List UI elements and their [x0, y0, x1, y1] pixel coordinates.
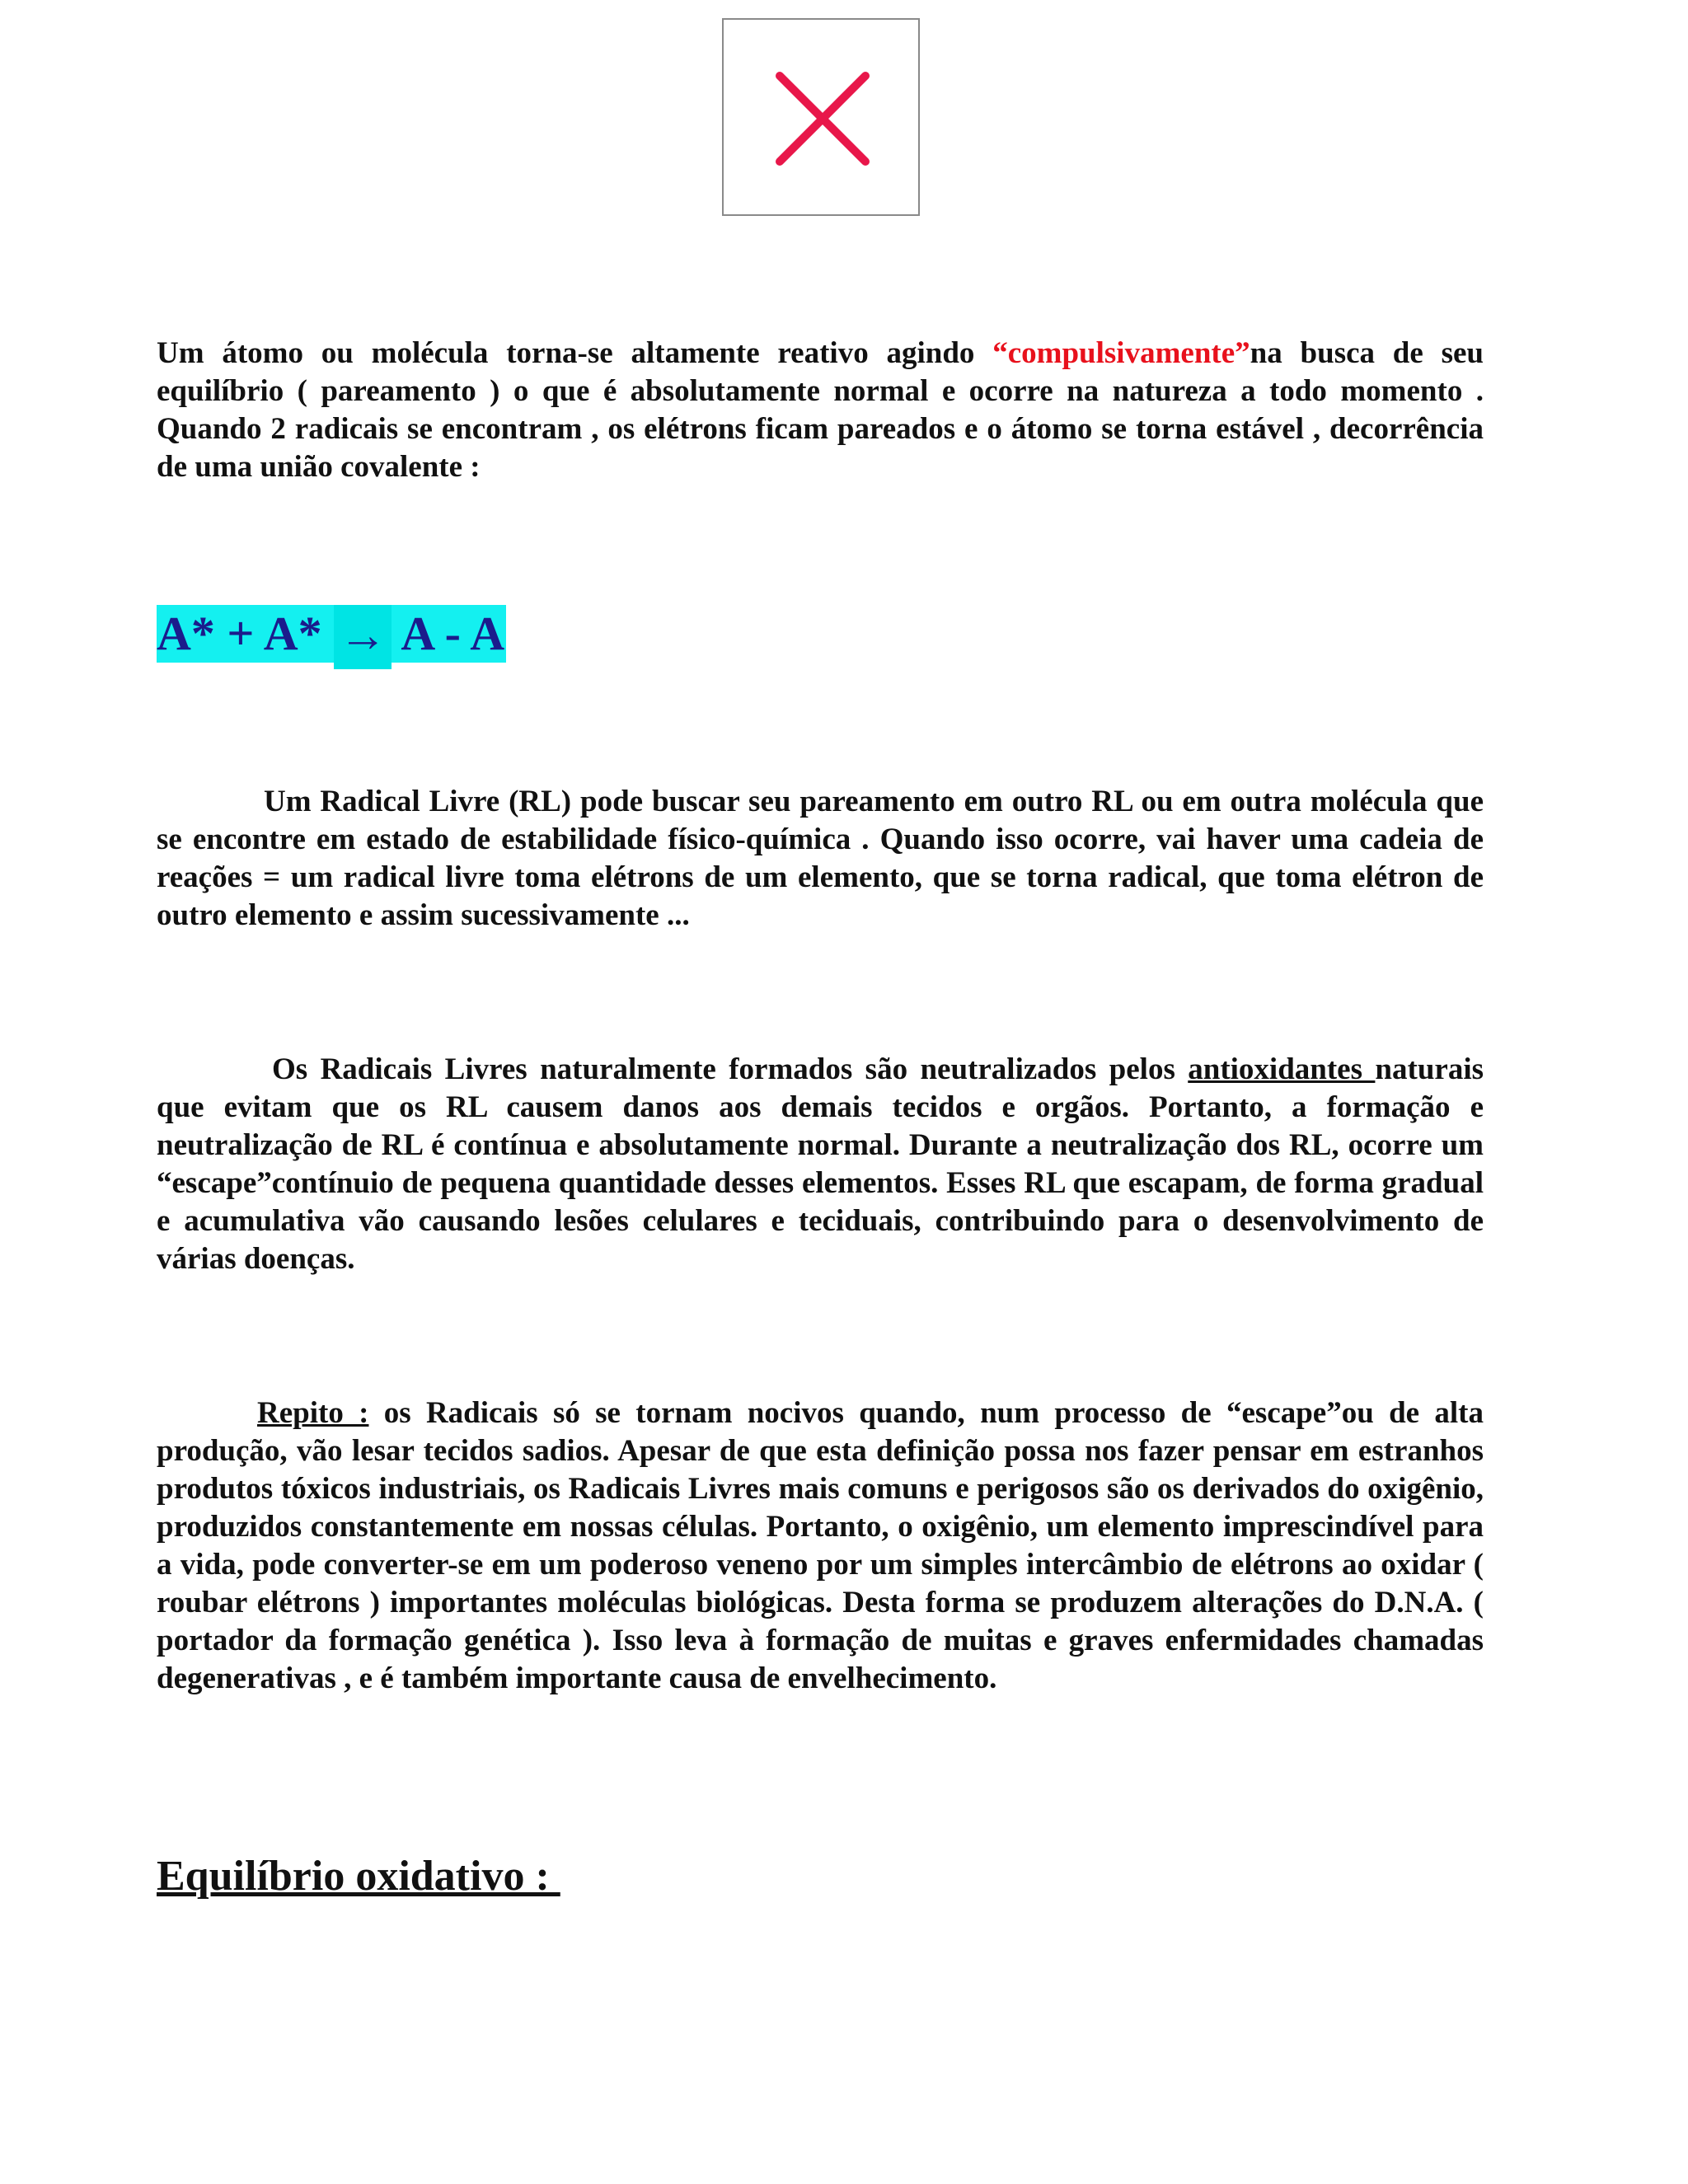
paragraph-chain-reaction: Um Radical Livre (RL) pode buscar seu pareamento em outro RL ou em outra molécula que se encontre em estado de estabilidade físico-química . Quando isso ocorre, vai haver uma cadeia de reações = um radical livre toma elétrons de um elemento, que se torna radical, que toma elétron de outro elemento e assim sucessivamente ... [157, 785, 1484, 932]
highlight-compulsivamente: compulsivamente [1007, 336, 1236, 370]
paragraph1-text-end: na busca de seu equilíbrio ( pareamento ) o que é absolutamente normal e ocorre na natureza a todo momento . Quando 2 radicais se encontram , os elétrons ficam pareados e o átomo se torna estável , decorrência de uma união covalente : [157, 336, 1484, 484]
quote-open: “ [992, 336, 1008, 370]
underlined-antioxidantes: antioxidantes [1188, 1052, 1376, 1086]
paragraph-antioxidants [157, 1051, 1484, 1278]
formula-arrow: → [334, 605, 392, 669]
covalent-union-formula [157, 605, 506, 663]
paragraph4-text: os Radicais só se tornam nocivos quando, num processo de “escape”ou de alta produção, vão lesar tecidos sadios. Apesar de que esta definição possa nos fazer pensar em estranhos produtos tóxicos industriais, os Radicais Livres mais comuns e perigosos são os derivados do oxigênio, produzidos constantemente em nossas células. Portanto, o oxigênio, um elemento imprescindível para a vida, pode converter-se em um poderoso veneno por um simples intercâmbio de elétrons ao oxidar ( roubar elétrons ) importantes moléculas biológicas. Desta forma se produzem alterações do D.N.A. ( portador da formação genética ). Isso leva à formação de muitas e graves enfermidades chamadas degenerativas , e é também importante causa de envelhecimento. [157, 1396, 1484, 1695]
formula-product: A - A [392, 607, 505, 660]
paragraph3-text-end: naturais que evitam que os RL causem danos aos demais tecidos e orgãos. Portanto, a formação e neutralização de RL é contínua e absolutamente normal. Durante a neutralização dos RL, ocorre um “escape”contínuio de pequena quantidade desses elementos. Esses RL que escapam, de forma gradual e acumulativa vão causando lesões celulares e teciduais, contribuindo para o desenvolvimento de várias doenças. [157, 1052, 1484, 1276]
paragraph-repito [157, 1394, 1484, 1698]
section-heading-equilibrio-oxidativo: Equilíbrio oxidativo : [157, 1853, 560, 1900]
paragraph1-text-start: Um átomo ou molécula torna-se altamente reativo agindo [157, 336, 993, 370]
paragraph-radical-reactivity [157, 335, 1484, 486]
underlined-repito: Repito : [257, 1396, 369, 1430]
paragraph3-text-start: Os Radicais Livres naturalmente formados são neutralizados pelos [272, 1052, 1189, 1086]
formula-reactants: A* + A* [157, 607, 335, 660]
broken-image-x-icon [724, 20, 918, 214]
broken-image-placeholder [722, 18, 920, 216]
quote-close: ” [1235, 336, 1250, 370]
